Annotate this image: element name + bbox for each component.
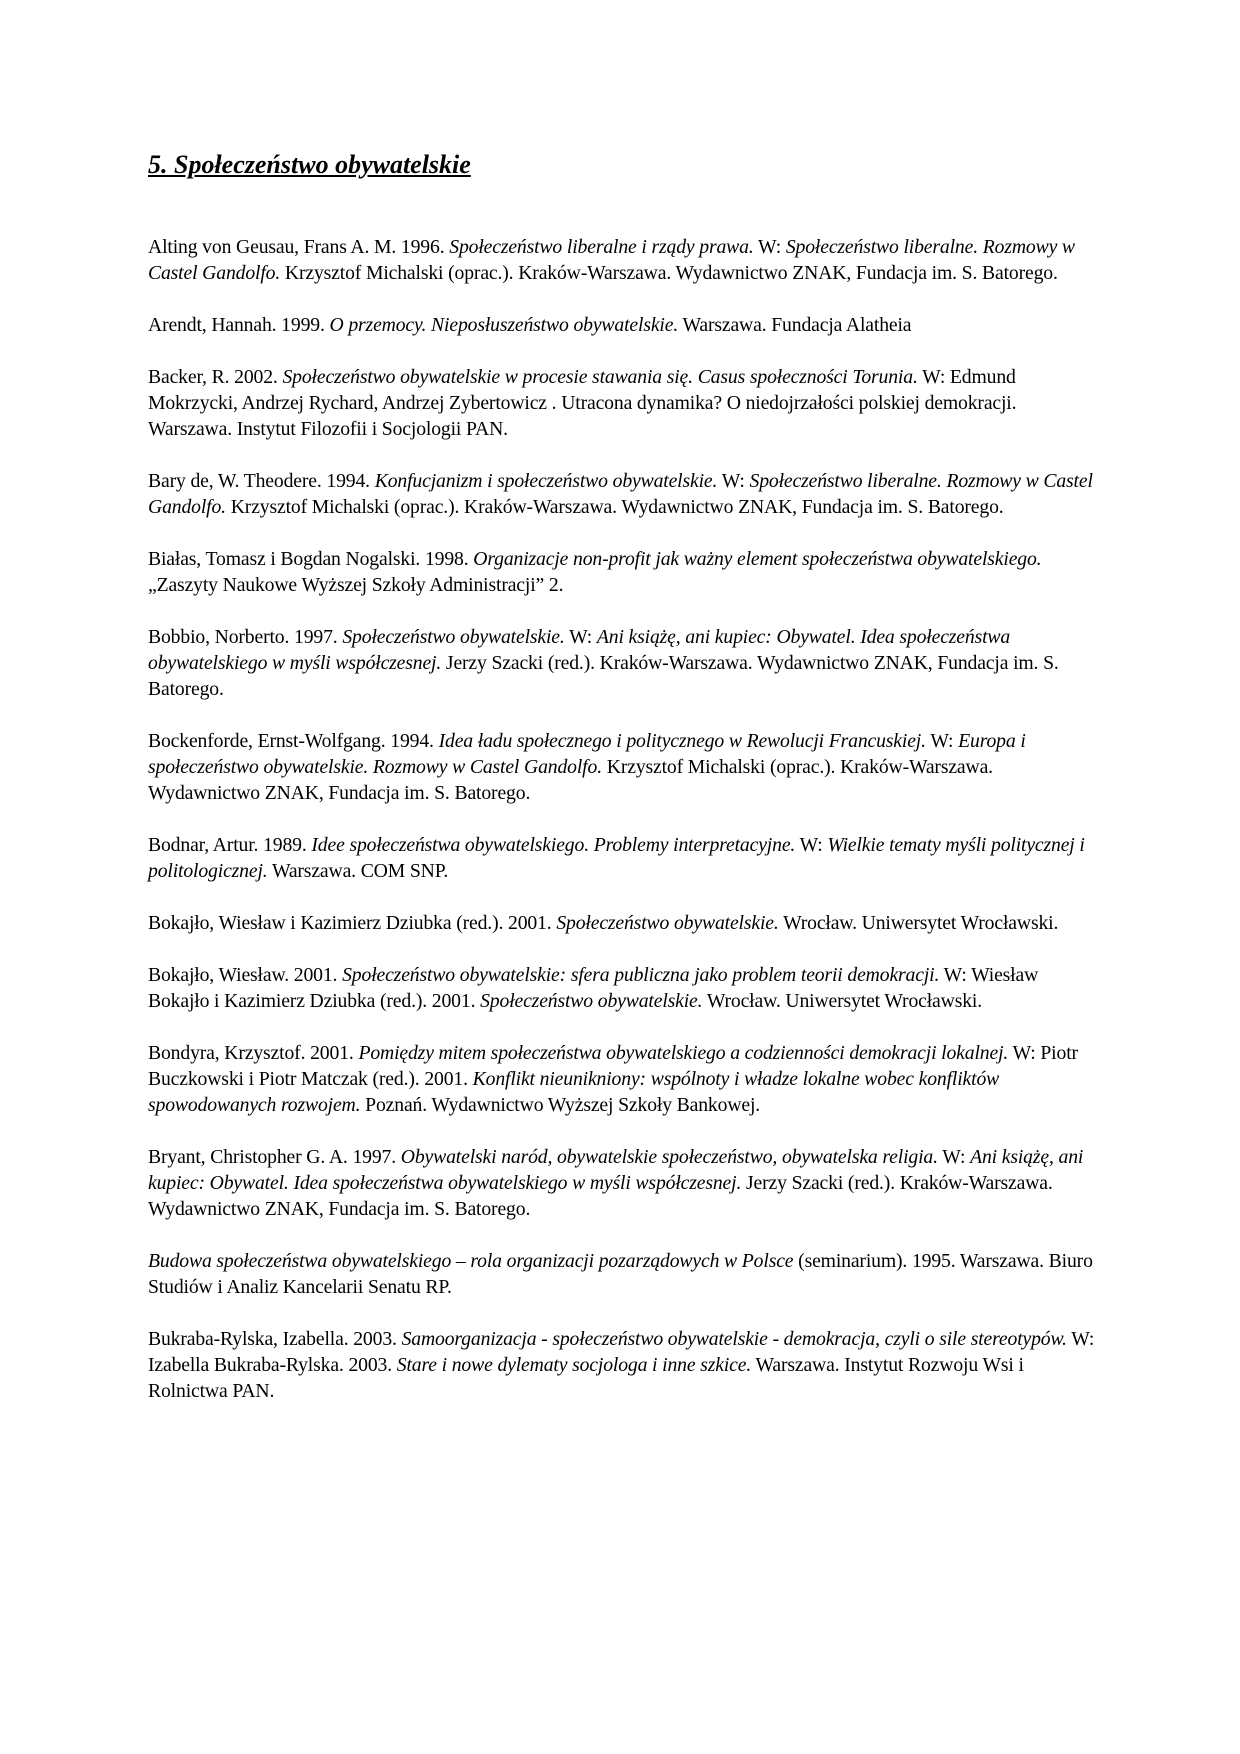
entry-text: Arendt, Hannah. 1999. [148, 314, 330, 336]
entry-title-text: Społeczeństwo obywatelskie w procesie stawania się. Casus społeczności Torunia. [282, 366, 918, 388]
entry-text: W: [753, 236, 786, 258]
entry-text: Bockenforde, Ernst-Wolfgang. 1994. [148, 730, 439, 752]
entry-text: Wrocław. Uniwersytet Wrocławski. [778, 912, 1059, 934]
entry-text: Alting von Geusau, Frans A. M. 1996. [148, 236, 450, 258]
bibliography-entry [148, 728, 1098, 806]
bibliography-entry [148, 234, 1098, 286]
entry-text: Krzysztof Michalski (oprac.). Kraków-Warszawa. Wydawnictwo ZNAK, Fundacja im. S. Batorego. [280, 262, 1058, 284]
entry-text: W: Izabella Bukraba-Rylska. 2003. [148, 1328, 1095, 1376]
entry-text: Warszawa. Fundacja Alatheia [678, 314, 912, 336]
entry-title-text: Społeczeństwo liberalne i rządy prawa. [449, 236, 754, 258]
entry-title-text: Społeczeństwo liberalne. Rozmowy w Castel Gandolfo. [148, 470, 1093, 518]
entry-title-text: Stare i nowe dylematy socjologa i inne szkice. [396, 1354, 752, 1376]
entry-title-text: Społeczeństwo obywatelskie: sfera publiczna jako problem teorii demokracji. [342, 964, 940, 986]
entry-title-text: Samoorganizacja - społeczeństwo obywatelskie - demokracja, czyli o sile stereotypów. [401, 1328, 1067, 1350]
entry-title-text: O przemocy. Nieposłuszeństwo obywatelskie. [329, 314, 679, 336]
section-heading: 5. Społeczeństwo obywatelskie [148, 150, 471, 179]
entry-text: W: Wiesław Bokajło i Kazimierz Dziubka (red.). 2001. [148, 964, 1039, 1012]
entry-text: Bukraba-Rylska, Izabella. 2003. [148, 1328, 402, 1350]
entry-text: W: [564, 626, 597, 648]
entry-text: Bryant, Christopher G. A. 1997. [148, 1146, 401, 1168]
entry-text: Warszawa. Instytut Rozwoju Wsi i Rolnictwa PAN. [148, 1354, 1024, 1402]
entry-title-text: Organizacje non-profit jak ważny element społeczeństwa obywatelskiego. [473, 548, 1042, 570]
entry-text: Bobbio, Norberto. 1997. [148, 626, 343, 648]
bibliography-entry [148, 468, 1098, 520]
entry-title-text: Budowa społeczeństwa obywatelskiego – rola organizacji pozarządowych w Polsce [148, 1250, 794, 1272]
entry-text: Poznań. Wydawnictwo Wyższej Szkoły Bankowej. [360, 1094, 761, 1116]
entry-title-text: Idee społeczeństwa obywatelskiego. Problemy interpretacyjne. [311, 834, 796, 856]
entry-title-text: Idea ładu społecznego i politycznego w Rewolucji Francuskiej. [438, 730, 926, 752]
entry-title-text: Konfucjanizm i społeczeństwo obywatelskie. [374, 470, 718, 492]
bibliography-list [148, 234, 1098, 1430]
document-page [148, 148, 1098, 182]
entry-text: W: [925, 730, 959, 752]
entry-text: W: Edmund Mokrzycki, Andrzej Rychard, Andrzej Zybertowicz . Utracona dynamika? O niedojrzałości polskiej demokracji. Warszawa. Instytut Filozofii i Socjologii PAN. [148, 366, 1017, 440]
entry-text: W: [937, 1146, 971, 1168]
entry-title-text: Pomiędzy mitem społeczeństwa obywatelskiego a codzienności demokracji lokalnej. [358, 1042, 1009, 1064]
entry-text: Warszawa. COM SNP. [267, 860, 449, 882]
entry-text: Bary de, W. Theodere. 1994. [148, 470, 375, 492]
entry-text: W: [717, 470, 750, 492]
bibliography-entry [148, 546, 1098, 598]
bibliography-entry [148, 1040, 1098, 1118]
bibliography-entry [148, 962, 1098, 1014]
entry-text: Krzysztof Michalski (oprac.). Kraków-Warszawa. Wydawnictwo ZNAK, Fundacja im. S. Batorego. [148, 756, 993, 804]
entry-text: Bokajło, Wiesław i Kazimierz Dziubka (red.). 2001. [148, 912, 557, 934]
entry-title-text: Wielkie tematy myśli politycznej i politologicznej. [148, 834, 1085, 882]
entry-title-text: Społeczeństwo obywatelskie. [342, 626, 565, 648]
entry-text: Krzysztof Michalski (oprac.). Kraków-Warszawa. Wydawnictwo ZNAK, Fundacja im. S. Batorego. [225, 496, 1004, 518]
entry-text: Jerzy Szacki (red.). Kraków-Warszawa. Wydawnictwo ZNAK, Fundacja im. S. Batorego. [148, 1172, 1053, 1220]
entry-text: (seminarium). 1995. Warszawa. Biuro Studiów i Analiz Kancelarii Senatu RP. [148, 1250, 1093, 1298]
entry-text: Wrocław. Uniwersytet Wrocławski. [702, 990, 983, 1012]
entry-title-text: Ani książę, ani kupiec: Obywatel. Idea społeczeństwa obywatelskiego w myśli współczesnej. [148, 626, 1011, 674]
bibliography-entry [148, 312, 1098, 338]
bibliography-entry [148, 832, 1098, 884]
bibliography-entry [148, 624, 1098, 702]
entry-text: W: Piotr Buczkowski i Piotr Matczak (red.). 2001. [148, 1042, 1078, 1090]
entry-text: Backer, R. 2002. [148, 366, 283, 388]
bibliography-entry [148, 364, 1098, 442]
entry-text: Bondyra, Krzysztof. 2001. [148, 1042, 359, 1064]
bibliography-entry [148, 910, 1098, 936]
entry-title-text: Europa i społeczeństwo obywatelskie. Rozmowy w Castel Gandolfo. [148, 730, 1026, 778]
entry-title-text: Obywatelski naród, obywatelskie społeczeństwo, obywatelska religia. [400, 1146, 938, 1168]
bibliography-entry [148, 1248, 1098, 1300]
entry-title-text: Społeczeństwo liberalne. Rozmowy w Castel Gandolfo. [148, 236, 1075, 284]
entry-title-text: Społeczeństwo obywatelskie. [480, 990, 703, 1012]
entry-text: Bokajło, Wiesław. 2001. [148, 964, 343, 986]
bibliography-entry [148, 1144, 1098, 1222]
entry-text: W: [795, 834, 828, 856]
entry-text: Białas, Tomasz i Bogdan Nogalski. 1998. [148, 548, 474, 570]
entry-text: Bodnar, Artur. 1989. [148, 834, 312, 856]
entry-title-text: Konflikt nieunikniony: wspólnoty i władze lokalne wobec konfliktów spowodowanych rozwojem. [148, 1068, 1000, 1116]
bibliography-entry [148, 1326, 1098, 1404]
entry-text: „Zaszyty Naukowe Wyższej Szkoły Administracji” 2. [148, 574, 564, 596]
entry-text: Jerzy Szacki (red.). Kraków-Warszawa. Wydawnictwo ZNAK, Fundacja im. S. Batorego. [148, 652, 1059, 700]
entry-title-text: Społeczeństwo obywatelskie. [556, 912, 779, 934]
entry-title-text: Ani książę, ani kupiec: Obywatel. Idea społeczeństwa obywatelskiego w myśli współczesnej. [148, 1146, 1084, 1194]
